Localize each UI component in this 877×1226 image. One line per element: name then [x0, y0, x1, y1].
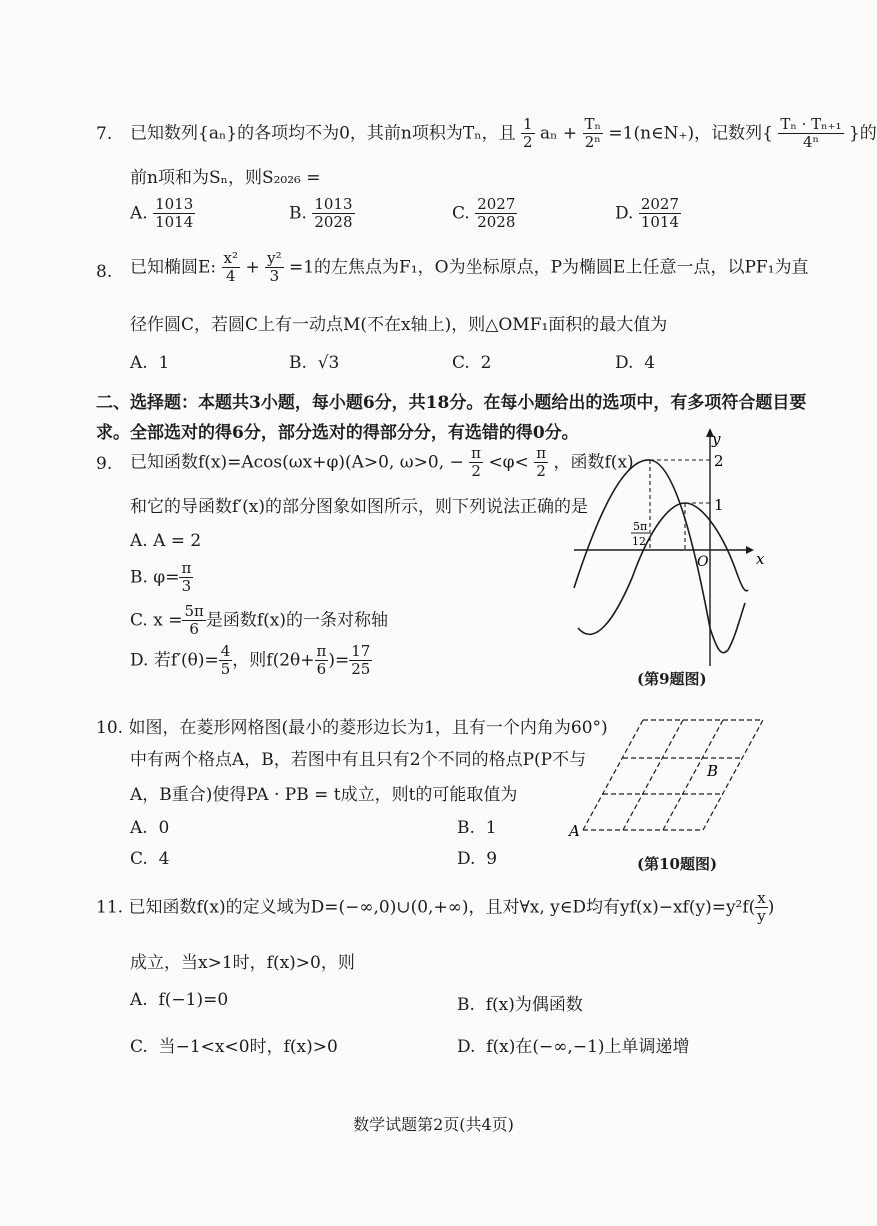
q10-option-a[interactable]: A. 0	[130, 818, 170, 838]
q10-option-c[interactable]: C. 4	[130, 849, 170, 869]
point-a-label: A	[569, 822, 580, 840]
figure-9-caption: (第9题图)	[637, 670, 707, 688]
q7-option-a[interactable]: A. $\frac{1013}{1014}$	[130, 195, 194, 232]
q7-option-b[interactable]: B. $\frac{1013}{2028}$	[289, 195, 353, 232]
tick-frac-numerator: 5π	[633, 520, 648, 533]
x-axis-label: x	[756, 550, 765, 568]
q11-option-a[interactable]: A. f(−1)=0	[130, 990, 229, 1010]
q10-option-d[interactable]: D. 9	[457, 849, 498, 869]
question-11-line1: 11. 已知函数f(x)的定义域为D=(−∞,0)∪(0,+∞)，且对∀x, y∈D均有yf(x)−xf(y)=y²f( $\frac{x}{y}$ )	[96, 889, 775, 926]
question-10-line1: 10. 如图，在菱形网格图(最小的菱形边长为1，且有一个内角为60°)	[96, 718, 608, 738]
question-10-line2: 中有两个格点A，B，若图中有且只有2个不同的格点P(P不与	[130, 750, 587, 770]
fraction-t-over-2n: $\frac{\text{Tₙ}}{\text{2ⁿ}}$	[584, 115, 601, 152]
question-7-line2: 前n项和为Sₙ，则S₂₀₂₆ =	[130, 168, 321, 188]
q9-option-a[interactable]: A. A = 2	[130, 531, 202, 551]
question-9-stem: 已知函数f(x)=Acos(ωx+φ)(A>0, ω>0, − $\frac{\pi}{2}$ <φ< $\frac{\pi}{2}$ ，函数f(x)	[130, 444, 634, 481]
question-9-number: 9.	[96, 454, 113, 474]
section-2-heading-line2: 求。全部选对的得6分，部分选对的得部分分，有选错的得0分。	[96, 423, 579, 443]
figure-10-caption: (第10题图)	[637, 855, 718, 873]
question-8-number: 8.	[96, 262, 113, 282]
q9-option-c[interactable]: C. x = $\frac{5\pi}{6}$ 是函数f(x)的一条对称轴	[130, 602, 389, 639]
tick-label-2: 2	[714, 452, 724, 470]
q11-option-c[interactable]: C. 当−1<x<0时，f(x)>0	[130, 1037, 338, 1057]
tick-frac-denominator: 12	[632, 535, 646, 548]
question-8-line2: 径作圆C，若圆C上有一动点M(不在x轴上)，则△OMF₁面积的最大值为	[130, 315, 668, 335]
grid-col-0	[583, 720, 643, 830]
q8-option-c[interactable]: C. 2	[452, 353, 492, 373]
x-axis-arrow	[746, 546, 754, 554]
tick-label-1: 1	[714, 496, 724, 514]
figure-10-rhombus-grid	[565, 712, 780, 842]
question-7-number: 7.	[96, 124, 113, 144]
curve-f-prime	[578, 503, 748, 634]
q8-option-d[interactable]: D. 4	[615, 353, 656, 373]
q8-option-b[interactable]: B. √3	[289, 353, 340, 373]
q11-option-b[interactable]: B. f(x)为偶函数	[457, 995, 583, 1015]
page-footer: 数学试题第2页(共4页)	[353, 1115, 514, 1134]
figure-9-graph	[570, 418, 770, 668]
q9-option-d[interactable]: D. 若f′(θ)= $\frac{4}{5}$ ，则f(2θ+ $\frac{\pi}{6}$ )= $\frac{17}{25}$	[130, 642, 371, 679]
q8-option-a[interactable]: A. 1	[130, 353, 170, 373]
section-2-heading: 二、选择题：本题共3小题，每小题6分，共18分。在每小题给出的选项中，有多项符合题目要	[96, 393, 807, 413]
grid-col-1	[623, 720, 683, 830]
q7-option-d[interactable]: D. $\frac{2027}{1014}$	[615, 195, 680, 232]
question-8-stem: 已知椭圆E: $\frac{\text{x²}}{4}$ + $\frac{\text{y²}}{3}$ =1的左焦点为F₁，O为坐标原点，P为椭圆E上任意一点，以PF₁为直	[130, 249, 809, 286]
question-9-line2: 和它的导函数f′(x)的部分图象如图所示，则下列说法正确的是	[130, 497, 589, 517]
q10-option-b[interactable]: B. 1	[457, 818, 497, 838]
y-axis-label: y	[712, 430, 721, 448]
question-7-stem: 已知数列{aₙ}的各项均不为0，其前n项积为Tₙ，且 $\frac{1}{2}$ aₙ + $\frac{\text{Tₙ}}{\text{2ⁿ}}$ =1(n∈N₊)，记数列{ $\frac{\text{Tₙ · Tₙ₊₁}}{\text{4ⁿ}}$ }的	[130, 115, 877, 152]
question-10-line3: A，B重合)使得PA · PB = t成立，则t的可能取值为	[130, 785, 518, 805]
point-b-label: B	[707, 762, 719, 780]
origin-label: O	[697, 554, 709, 570]
question-11-line2: 成立，当x>1时，f(x)>0，则	[130, 953, 355, 973]
q9-option-b[interactable]: B. φ= $\frac{\pi}{3}$	[130, 559, 192, 596]
curve-f	[574, 460, 745, 653]
q11-option-d[interactable]: D. f(x)在(−∞,−1)上单调递增	[457, 1037, 690, 1057]
fraction-half: $\frac{1}{2}$	[523, 115, 533, 152]
fraction-sequence: $\frac{\text{Tₙ · Tₙ₊₁}}{\text{4ⁿ}}$	[780, 115, 842, 152]
q7-option-c[interactable]: C. $\frac{2027}{2028}$	[452, 195, 516, 232]
